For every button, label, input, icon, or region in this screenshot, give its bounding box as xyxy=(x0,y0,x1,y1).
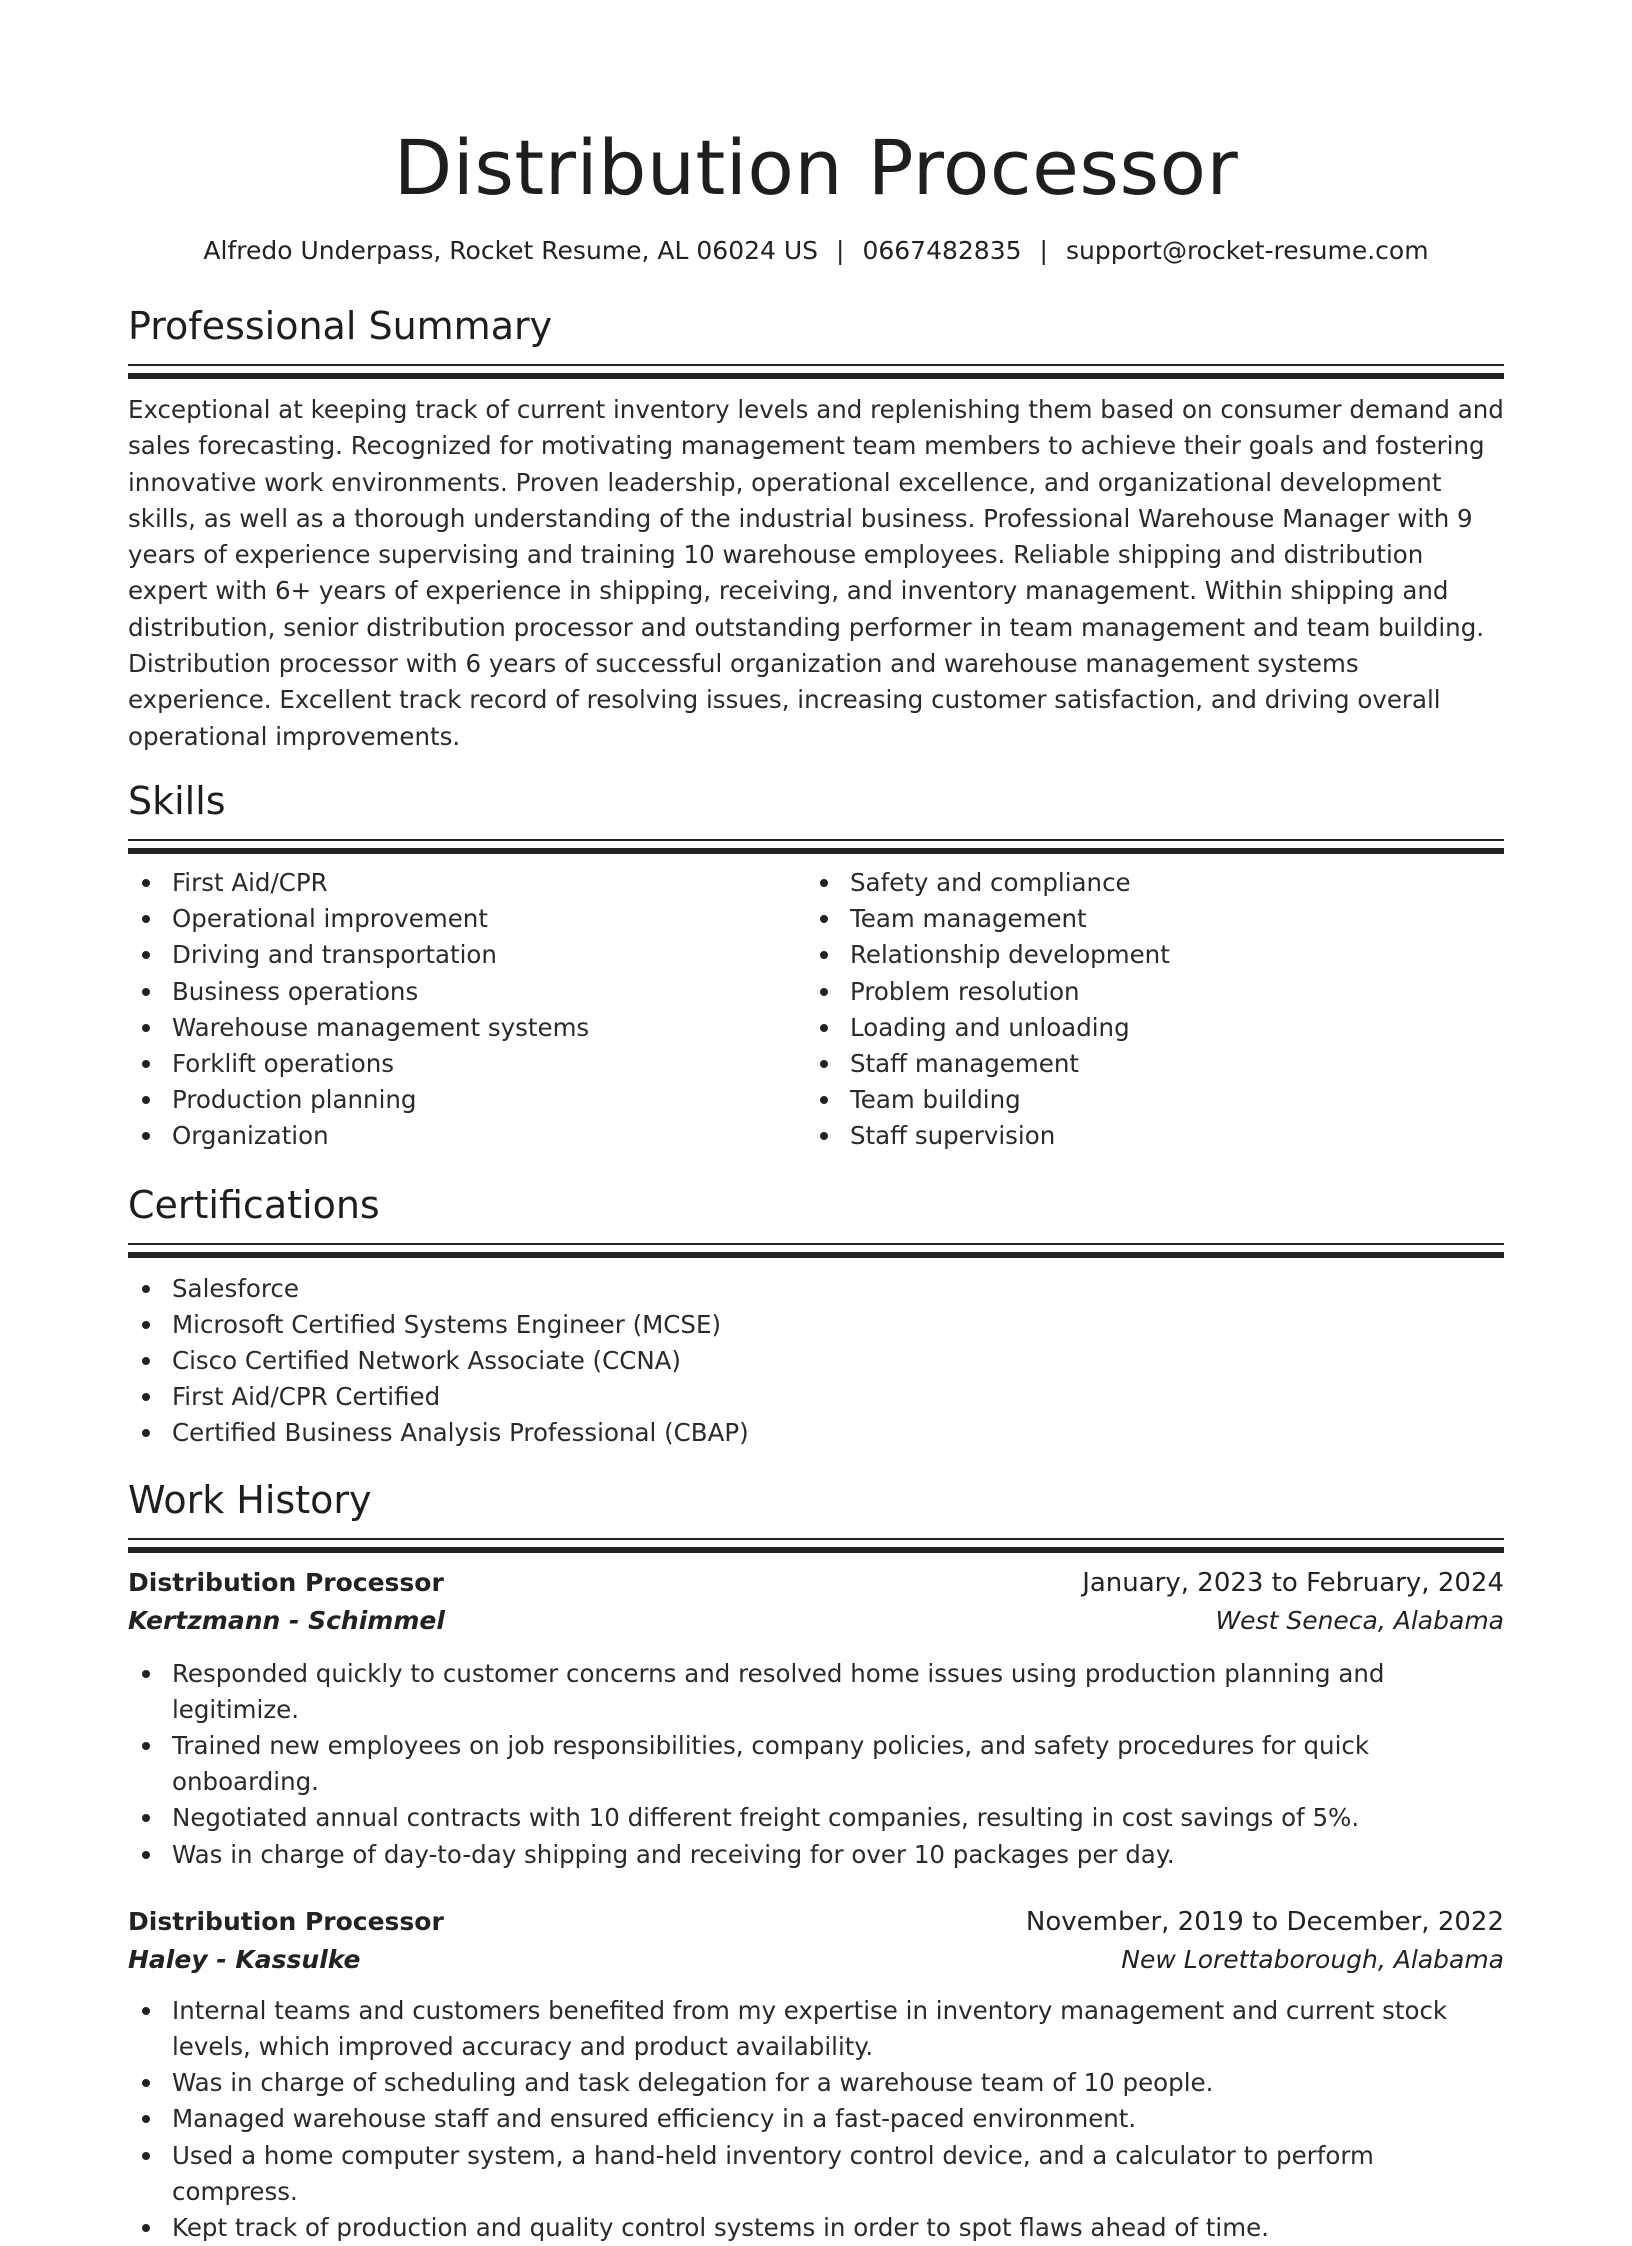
skill-item: Team management xyxy=(806,901,1484,937)
skills-list-right xyxy=(806,865,1484,1155)
skill-item: Forklift operations xyxy=(128,1046,806,1082)
skill-item: Operational improvement xyxy=(128,901,806,937)
contact-line xyxy=(128,234,1504,268)
section-divider xyxy=(128,839,1504,853)
certification-item: Salesforce xyxy=(128,1271,1504,1307)
certifications-list xyxy=(128,1271,1504,1452)
job-entry xyxy=(128,1903,1504,2246)
contact-address: Alfredo Underpass, Rocket Resume, AL 06024 US xyxy=(203,236,819,265)
work-history-heading: Work History xyxy=(128,1477,372,1522)
certification-item: First Aid/CPR Certified xyxy=(128,1379,1504,1415)
certification-item: Cisco Certified Network Associate (CCNA) xyxy=(128,1343,1504,1379)
skill-item: Warehouse management systems xyxy=(128,1010,806,1046)
job-bullet: Trained new employees on job responsibilities, company policies, and safety procedures for quick onboarding. xyxy=(128,1728,1504,1800)
contact-phone: 0667482835 xyxy=(862,236,1022,265)
job-bullet: Kept track of production and quality control systems in order to spot flaws ahead of time. xyxy=(128,2210,1504,2246)
skills-section xyxy=(128,777,1504,1155)
skill-item: Business operations xyxy=(128,974,806,1010)
job-header-row xyxy=(128,1564,1504,1602)
job-bullet: Negotiated annual contracts with 10 different freight companies, resulting in cost savings of 5%. xyxy=(128,1800,1504,1836)
section-divider xyxy=(128,1243,1504,1257)
job-entry xyxy=(128,1564,1504,1873)
skill-item: Staff management xyxy=(806,1046,1484,1082)
job-header-row xyxy=(128,1903,1504,1941)
contact-email: support@rocket-resume.com xyxy=(1065,236,1429,265)
job-location: New Lorettaborough, Alabama xyxy=(1121,1944,1504,1974)
job-bullets xyxy=(128,1993,1504,2246)
section-divider xyxy=(128,1538,1504,1552)
work-history-section xyxy=(128,1476,1504,2246)
job-bullet: Internal teams and customers benefited from my expertise in inventory management and current stock levels, which improved accuracy and product availability. xyxy=(128,1993,1504,2065)
job-subheader-row xyxy=(128,1602,1504,1640)
job-bullet: Used a home computer system, a hand-held inventory control device, and a calculator to perform compress. xyxy=(128,2138,1504,2210)
resume-name: Distribution Processor xyxy=(393,123,1239,212)
skill-item: Relationship development xyxy=(806,937,1484,973)
job-title: Distribution Processor xyxy=(128,1567,444,1597)
skill-item: Driving and transportation xyxy=(128,937,806,973)
job-bullet: Was in charge of scheduling and task delegation for a warehouse team of 10 people. xyxy=(128,2065,1504,2101)
job-subheader-row xyxy=(128,1941,1504,1979)
certifications-heading: Certifications xyxy=(128,1182,380,1227)
certifications-section xyxy=(128,1181,1504,1452)
skill-item: First Aid/CPR xyxy=(128,865,806,901)
job-company: Haley - Kassulke xyxy=(128,1944,361,1974)
summary-text: Exceptional at keeping track of current inventory levels and replenishing them based on consumer demand and sales forecasting. Recognized for motivating management team members to achieve their goals and fostering innovative work environments. Proven leadership, operational excellence, and organizational development skills, as well as a thorough understanding of the industrial business. Professional Warehouse Manager with 9 years of experience supervising and training 10 warehouse employees. Reliable shipping and distribution expert with 6+ years of experience in shipping, receiving, and inventory management. Within shipping and distribution, senior distribution processor and outstanding performer in team management and team building. Distribution processor with 6 years of successful organization and warehouse management systems experience. Excellent track record of resolving issues, increasing customer satisfaction, and driving overall operational improvements. xyxy=(128,395,1504,751)
job-title: Distribution Processor xyxy=(128,1906,444,1936)
skill-item: Organization xyxy=(128,1118,806,1154)
skills-list-left xyxy=(128,865,806,1155)
skill-item: Production planning xyxy=(128,1082,806,1118)
skill-item: Staff supervision xyxy=(806,1118,1484,1154)
section-divider xyxy=(128,364,1504,378)
skill-item: Loading and unloading xyxy=(806,1010,1484,1046)
resume-page xyxy=(128,0,1504,2246)
job-company: Kertzmann - Schimmel xyxy=(128,1605,445,1635)
summary-section xyxy=(128,302,1504,755)
skill-item: Safety and compliance xyxy=(806,865,1484,901)
certification-item: Microsoft Certified Systems Engineer (MCSE) xyxy=(128,1307,1504,1343)
contact-separator: | xyxy=(1039,236,1048,265)
skill-item: Team building xyxy=(806,1082,1484,1118)
job-bullet: Managed warehouse staff and ensured efficiency in a fast-paced environment. xyxy=(128,2101,1504,2137)
job-dates: January, 2023 to February, 2024 xyxy=(1082,1567,1504,1598)
job-dates: November, 2019 to December, 2022 xyxy=(1025,1906,1504,1937)
summary-heading: Professional Summary xyxy=(128,304,553,348)
skills-heading: Skills xyxy=(128,778,226,823)
job-bullets xyxy=(128,1656,1504,1873)
skill-item: Problem resolution xyxy=(806,974,1484,1010)
job-location: West Seneca, Alabama xyxy=(1215,1605,1504,1635)
job-bullet: Responded quickly to customer concerns and resolved home issues using production planning and legitimize. xyxy=(128,1656,1504,1728)
contact-separator: | xyxy=(836,236,845,265)
skills-columns xyxy=(128,865,1504,1155)
certification-item: Certified Business Analysis Professional (CBAP) xyxy=(128,1415,1504,1451)
job-bullet: Was in charge of day-to-day shipping and receiving for over 10 packages per day. xyxy=(128,1837,1504,1873)
